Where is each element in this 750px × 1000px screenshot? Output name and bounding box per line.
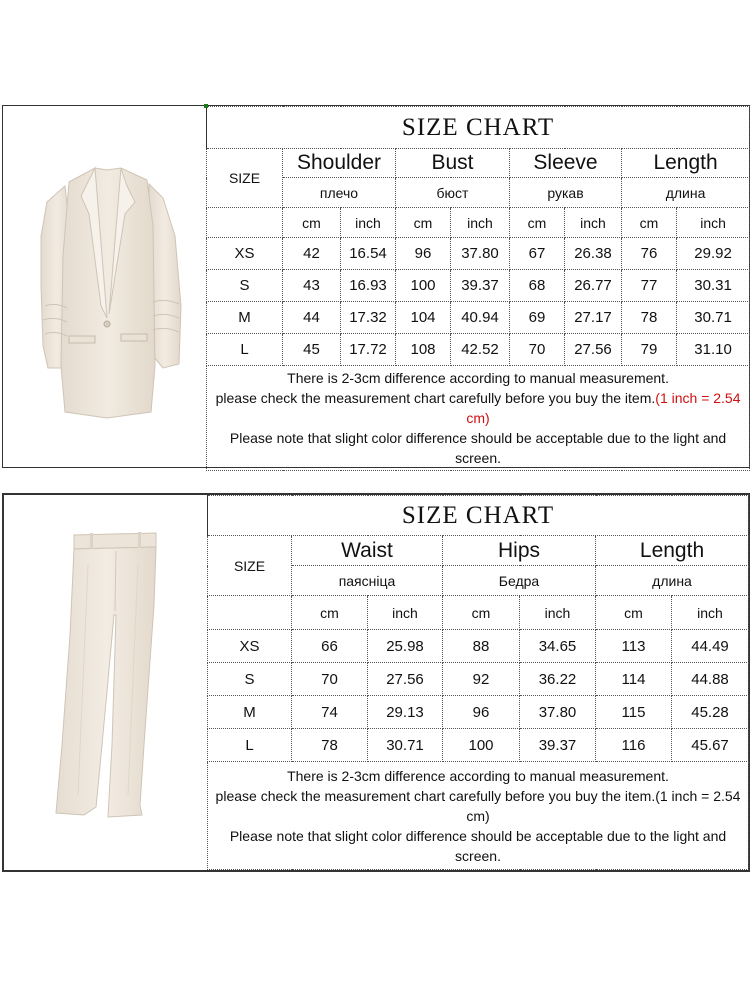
note-line (213, 388, 743, 428)
cell-value: 42.52 (451, 334, 510, 366)
pants-group-length: Length (596, 536, 749, 566)
jacket-measurement-note (207, 366, 750, 471)
cell-value: 27.56 (565, 334, 622, 366)
cell-value: 116 (596, 729, 672, 762)
table-row (207, 238, 750, 270)
pants-group-hips-ru: Бедра (443, 566, 596, 596)
size-label: L (208, 729, 292, 762)
jacket-unit-blank (207, 208, 283, 238)
cell-value: 74 (292, 696, 368, 729)
cell-value: 29.92 (677, 238, 750, 270)
cell-value: 69 (510, 302, 565, 334)
pants-group-waist: Waist (292, 536, 443, 566)
jacket-group-bust: Bust (396, 149, 510, 178)
note-conversion: (1 inch = 2.54 cm) (466, 390, 741, 426)
jacket-size-chart (206, 106, 750, 471)
cell-value: 39.37 (451, 270, 510, 302)
jacket-unit: inch (451, 208, 510, 238)
cell-value: 16.54 (341, 238, 396, 270)
cell-value: 77 (622, 270, 677, 302)
pants-unit-blank (208, 596, 292, 630)
pants-unit: inch (520, 596, 596, 630)
jacket-photo (3, 106, 205, 467)
cell-value: 92 (443, 663, 520, 696)
cell-value: 100 (443, 729, 520, 762)
cell-value: 40.94 (451, 302, 510, 334)
jacket-group-sleeve: Sleeve (510, 149, 622, 178)
cell-value: 45.28 (672, 696, 749, 729)
jacket-unit: cm (510, 208, 565, 238)
note-line: There is 2-3cm difference according to manual measurement. (287, 767, 669, 784)
pants-unit: cm (596, 596, 672, 630)
cell-value: 76 (622, 238, 677, 270)
cell-value: 45.67 (672, 729, 749, 762)
size-label: L (207, 334, 283, 366)
cell-value: 37.80 (520, 696, 596, 729)
cell-value: 68 (510, 270, 565, 302)
cell-value: 70 (292, 663, 368, 696)
size-label: S (208, 663, 292, 696)
cell-value: 44 (283, 302, 341, 334)
cell-value: 27.17 (565, 302, 622, 334)
cell-value: 114 (596, 663, 672, 696)
cell-value: 30.71 (677, 302, 750, 334)
jacket-group-shoulder: Shoulder (283, 149, 396, 178)
cell-value: 96 (396, 238, 451, 270)
cell-value: 70 (510, 334, 565, 366)
note-line: please check the measurement chart carefully before you buy the item.(1 inch = 2.54 cm) (215, 787, 741, 824)
jacket-chart-title: SIZE CHART (207, 107, 750, 149)
pants-unit: inch (368, 596, 443, 630)
cell-value: 29.13 (368, 696, 443, 729)
size-label: M (208, 696, 292, 729)
cell-value: 113 (596, 630, 672, 663)
cell-value: 37.80 (451, 238, 510, 270)
jacket-unit: cm (396, 208, 451, 238)
cell-value: 27.56 (368, 663, 443, 696)
jacket-size-panel (2, 105, 750, 468)
jacket-unit: inch (565, 208, 622, 238)
size-label: S (207, 270, 283, 302)
table-row (208, 696, 749, 729)
cell-value: 66 (292, 630, 368, 663)
cell-value: 26.38 (565, 238, 622, 270)
cell-value: 44.49 (672, 630, 749, 663)
cell-value: 34.65 (520, 630, 596, 663)
jacket-group-length: Length (622, 149, 750, 178)
pants-size-header: SIZE (208, 536, 292, 596)
cell-value: 17.32 (341, 302, 396, 334)
cell-value: 96 (443, 696, 520, 729)
pants-group-waist-ru: паясніца (292, 566, 443, 596)
cell-value: 115 (596, 696, 672, 729)
table-row (208, 630, 749, 663)
cell-value: 30.71 (368, 729, 443, 762)
cell-value: 44.88 (672, 663, 749, 696)
cell-value: 67 (510, 238, 565, 270)
note-line-text: please check the measurement chart carefully before you buy the item. (215, 390, 656, 406)
corner-marker (204, 104, 208, 108)
size-label: XS (208, 630, 292, 663)
cell-value: 45 (283, 334, 341, 366)
cell-value: 17.72 (341, 334, 396, 366)
jacket-unit: inch (677, 208, 750, 238)
note-line: Please note that slight color difference should be acceptable due to the light and screen. (229, 827, 727, 864)
pants-chart-title: SIZE CHART (208, 496, 749, 536)
table-row (208, 663, 749, 696)
cell-value: 39.37 (520, 729, 596, 762)
jacket-unit: cm (283, 208, 341, 238)
jacket-group-length-ru: длина (622, 178, 750, 208)
cell-value: 16.93 (341, 270, 396, 302)
size-label: M (207, 302, 283, 334)
table-row (208, 729, 749, 762)
jacket-unit: cm (622, 208, 677, 238)
pants-unit: cm (292, 596, 368, 630)
table-row (207, 302, 750, 334)
cell-value: 26.77 (565, 270, 622, 302)
cell-value: 43 (283, 270, 341, 302)
pants-size-chart (207, 495, 749, 870)
cell-value: 79 (622, 334, 677, 366)
size-label: XS (207, 238, 283, 270)
pants-unit: cm (443, 596, 520, 630)
jacket-group-bust-ru: бюст (396, 178, 510, 208)
table-row (207, 270, 750, 302)
pants-unit: inch (672, 596, 749, 630)
pants-size-panel (2, 493, 750, 872)
cell-value: 104 (396, 302, 451, 334)
note-line: Please note that slight color difference should be acceptable due to the light and screen. (229, 430, 727, 466)
cell-value: 88 (443, 630, 520, 663)
table-row (207, 334, 750, 366)
cell-value: 100 (396, 270, 451, 302)
cell-value: 30.31 (677, 270, 750, 302)
pants-photo (4, 495, 206, 870)
pants-group-length-ru: длина (596, 566, 749, 596)
cell-value: 78 (292, 729, 368, 762)
jacket-group-sleeve-ru: рукав (510, 178, 622, 208)
cell-value: 78 (622, 302, 677, 334)
cell-value: 31.10 (677, 334, 750, 366)
pants-measurement-note (208, 762, 749, 870)
jacket-group-shoulder-ru: плечо (283, 178, 396, 208)
cell-value: 42 (283, 238, 341, 270)
jacket-unit: inch (341, 208, 396, 238)
cell-value: 25.98 (368, 630, 443, 663)
cell-value: 108 (396, 334, 451, 366)
note-line: There is 2-3cm difference according to manual measurement. (287, 370, 669, 386)
cell-value: 36.22 (520, 663, 596, 696)
jacket-size-header: SIZE (207, 149, 283, 208)
pants-group-hips: Hips (443, 536, 596, 566)
